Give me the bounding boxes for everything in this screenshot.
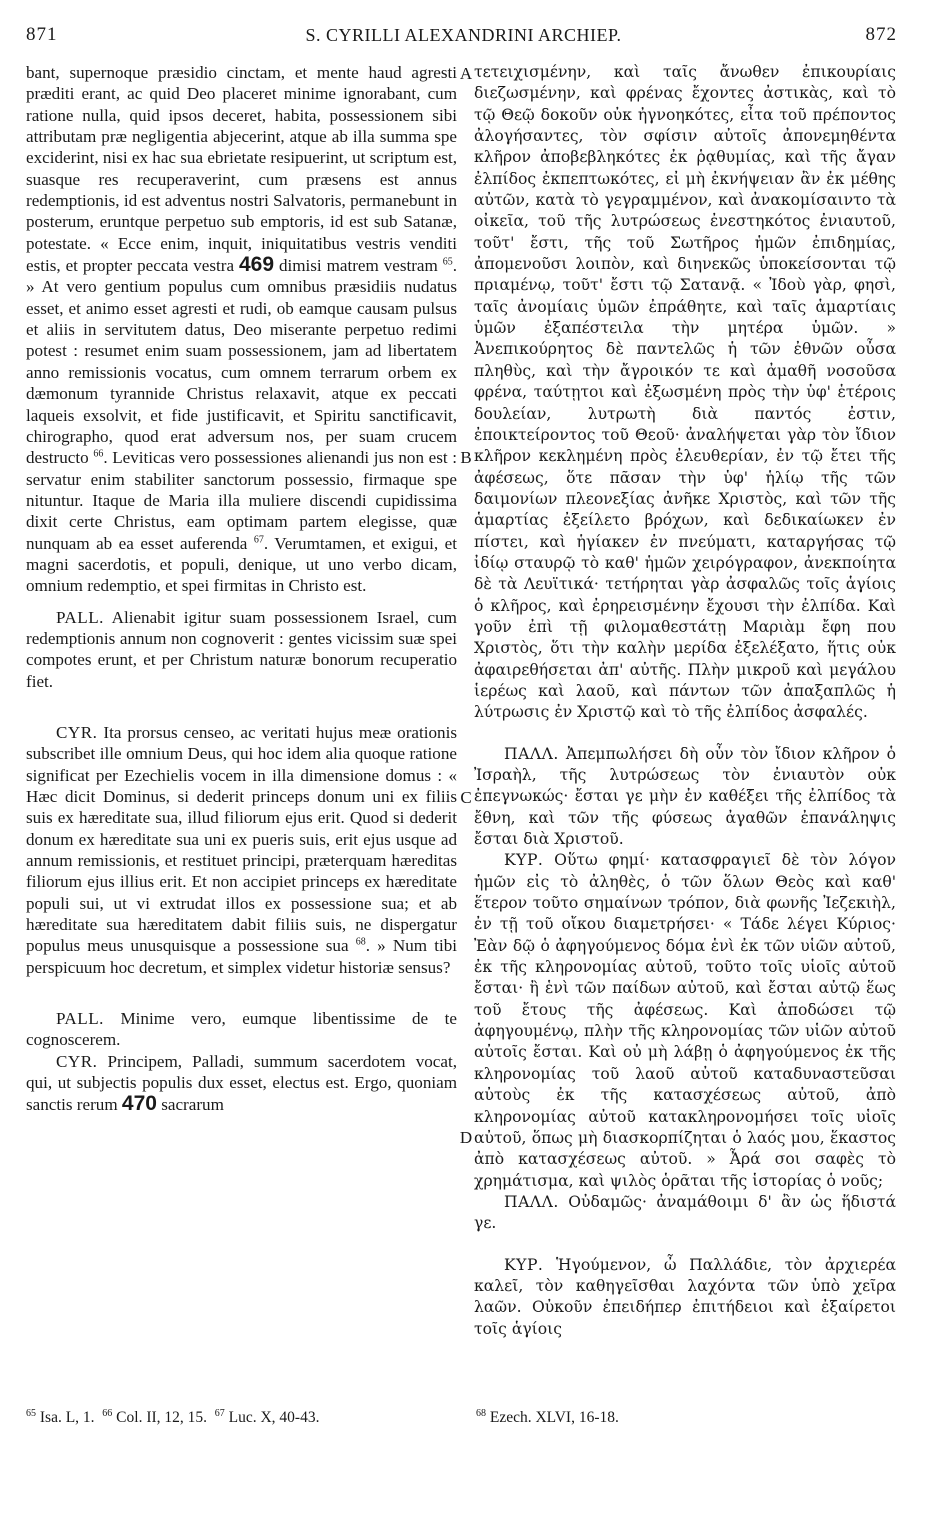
latin-paragraph: PALL. Alienabit igitur suam possessionem Israel, cum redemptionis annum non cognoverit : gentes vicissim suæ spei compotes erunt, et per Christum naturæ bonorum recuperatio fiet.: [26, 607, 457, 691]
latin-paragraph: CYR. Principem, Palladi, summum sacerdotem vocat, qui, ut subjectis populis dux esset, electus est. Ergo, quoniam sanctis rerum 470 sacrarum: [26, 1051, 457, 1116]
running-title: S. CYRILLI ALEXANDRINI ARCHIEP.: [305, 25, 622, 45]
speaker-label: ΚΥΡ.: [504, 1255, 544, 1274]
migne-page-number: 470: [121, 1092, 157, 1116]
latin-paragraph: PALL. Minime vero, eumque libentissime de te cognoscerem.: [26, 1009, 457, 1050]
speaker-label: PALL.: [56, 607, 104, 627]
greek-footnotes: $^{68}$ Ezech. XLVI, 16-18.: [476, 1408, 619, 1427]
page-number-right: 872: [865, 24, 897, 45]
greek-paragraph: τετειχισμένην, καὶ ταῖς ἄνωθεν ἐπικουρίαις διεζωσμένην, καὶ φρένας ἔχοντες ἀστικὰς, καὶ τὸ τῷ Θεῷ δοκοῦν οὐκ ἠγνοηκότες, εἶτα τοῦ πρέποντος ἀλογήσαντες, τὸν σφίσιν αὐτοῖς ἀπονεμηθέντα κλῆρον ἀποβεβληκότες ἐκ ῥᾳθυμίας, καὶ τῆς ἄγαν ἐλπίδος ἐκπεπτωκότες, εἰ μὴ ἐκνήψειαν ἂν ἐκ μέθης αὐτῶν, κατὰ τὸ γεγραμμένον, καὶ ἀνακομίσαιντο τὰ οἰκεῖα, τοῦ τῆς λυτρώσεως ἐνεστηκότος ἐνιαυτοῦ, τοῦτ' ἔστι, τῆς τοῦ Σωτῆρος ἡμῶν ἐπιδημίας, ἀπομενοῦσι λοιπὸν, καὶ διηνεκῶς ὑποκείσονται τῷ πριαμένῳ, τοῦτ' ἔστι τῷ Σατανᾷ. « Ἰδοὺ γὰρ, φησὶ, ταῖς ἀνομίαις ὑμῶν ἐπράθητε, καὶ ταῖς ἁμαρτίαις ὑμῶν ἐξαπέστειλα τὴν μητέρα ὑμῶν. » Ἀνεπικούρητος δὲ παντελῶς ἡ τῶν ἐθνῶν οὖσα πληθὺς, καὶ τὴν ἄγροικόν τε καὶ ἀμαθῆ νοσοῦσα φρένα, ταύτῃτοι καὶ ἐξωσμένη πρὸς τὴν ὑφ' ἑτέροις δουλείαν, λυτρωτὴ διὰ παντός ἐστιν, ἐποικτείροντος τοῦ Θεοῦ· ἀναλήψεται γὰρ τὸν ἴδιον κλῆρον κεκλημένη πρὸς ἐλευθερίαν, ἐν τῷ ἔτει τῆς ἀφέσεως, ὅτε πᾶσαν τὴν ὑφ' ἡλίῳ τῆς τῶν δαιμονίων πλεονεξίας ἀνῆκε Χριστὸς, καὶ τῶν τῆς ἁμαρτίας ἐξείλετο βρόχων, καὶ δεδικαίωκεν ἐν πίστει, καὶ ἡγίακεν ἐν πνεύματι, καταργήσας τῷ ἰδίῳ σταυρῷ τὸ καθ' ἡμῶν χειρόγραφον, ἀνεκποίητα δὲ τὰ Λευϊτικά· τετήρηται γὰρ ἀσφαλῶς τοῖς ἁγίοις ὁ κλῆρος, καὶ ἐρηρεισμένην ἔχουσι τὴν ἐλπίδα. Καὶ γοῦν ἐπὶ τῇ φιλομαθεστάτῃ Μαριὰμ ἔφη που Χριστὸς, ὅτι τὴν καλὴν μερίδα ἐξελέξατο, ἥτις οὐκ ἀφαιρεθήσεται ἀπ' αὐτῆς. Πλὴν μικροῦ καὶ μεγάλου ἱερέως καὶ λαοῦ, καὶ πάντων τῶν ἀπαξαπλῶς ἡ λύτρωσις ἐν Χριστῷ καὶ τὸ τῆς ἐλπίδος ἀσφαλές.: [474, 63, 896, 722]
footnote-ref: 65: [442, 256, 453, 268]
section-marker-c: C: [460, 788, 472, 807]
section-marker-d: D: [459, 1128, 473, 1147]
latin-paragraph: bant, supernoque præsidio cinctam, et mente haud agresti præditi erant, ac quid Deo placeret minime ignorabant, cum ratione nulla, quid ipsos deceret, habita, possessionem sibi attributam præ negligentia abjecerint, atque ab illa summa spe exciderint, nisi ex hac sua ebrietate resipuerint, ut scriptum est, suasque res recuperaverint, cum præsens est annus redemptionis, id est adventus nostri Salvatoris, permanebunt in posterum, eruntque perpetuo sub emptoris, id est sub Satanæ, potestate. « Ecce enim, inquit, iniquitatibus vestris venditi estis, et propter peccata vestra 469 dimisi matrem vestram $^{65}$. » At vero gentium populus cum omnibus præsidiis nudatus esset, et animo esset agresti et rudi, ob eamque causam pulsus et aliis in servitutem datus, Deo miserante perpetuo redimi potest : resumet enim suam possessionem, jam ad libertatem anno remissionis vocatus, cum omnem terrarum orbem ex dæmonum tyrannide Christus relaxavit, atque ex peccati laqueis exsolvit, et fide justificavit, et Spiritu sanctificavit, chirographo, quod erat adversum nos, per suam crucem destructo $^{66}$. Leviticas vero possessiones alienandi jus non est : servatur enim stabiliter sanctorum possessio, firmaque spe nituntur. Itaque de Maria illa muliere discendi cupidissima dixit certe Christus, eam optimam partem elegisse, quæ nunquam ab ea esset auferenda $^{67}$. Verumtamen, et exigui, et magni sacerdotis, et populi, denique, ut uno verbo dicam, omnium redemptio, et spei firmitas in Christo est.: [26, 63, 458, 596]
footnote-ref: 66: [93, 448, 104, 460]
speaker-label: CYR.: [56, 722, 98, 742]
footnote: Luc. X, 40-43.: [228, 1409, 320, 1427]
page-header: [0, 10, 927, 46]
speaker-label: PALL.: [56, 1009, 104, 1029]
footnote: Isa. L, 1.: [39, 1409, 95, 1427]
footnote: Ezech. XLVI, 16-18.: [489, 1409, 619, 1427]
latin-paragraph: CYR. Ita prorsus censeo, ac veritati hujus meæ orationis subscribet ille omnium Deus, qui hoc idem alia quoque ratione significat per Ezechielis vocem in illa dimensione domus : « Hæc dicit Dominus, si dederit princeps donum uni ex filiis suis ex hæreditate sua, illud filiorum ejus erit. Quod si dederit donum ex hæreditate sua uni ex pueris suis, erit ejus usque ad annum remissionis, et restituet principi, præterquam hæreditas filiorum ejus illius erit. Et non accipiet princeps ex hæreditate populi sui, ut vi extrudat illos ex possessione sua; et ab hæreditate sua hæreditatem dabit filiis suis, ne dispergatur populus meus unusquisque a possessione sua $^{68}$. » Num tibi perspicuum hoc decretum, et simplex videtur historiæ sensus?: [26, 722, 457, 977]
greek-column: [474, 62, 896, 1340]
speaker-label: ΚΥΡ.: [504, 851, 544, 870]
latin-column: [26, 62, 457, 1116]
section-marker-a: A: [459, 64, 473, 83]
speaker-label: ΠΑΛΛ.: [504, 744, 559, 763]
migne-page-number: 469: [238, 253, 275, 277]
greek-paragraph: ΠΑΛΛ. Ἀπεμπωλήσει δὴ οὖν τὸν ἴδιον κλῆρον ὁ Ἰσραὴλ, τῆς λυτρώσεως τὸν ἐνιαυτὸν οὐκ ἐπεγνωκώς· ἔσται γε μὴν ἐν καθέξει τῆς ἐλπίδος τὰ ἔθνη, καὶ τῶν τῆς φύσεως ἀγαθῶν ἐπανάληψις ἔσται διὰ Χριστοῦ.: [474, 744, 896, 849]
speaker-label: ΠΑΛΛ.: [504, 1192, 559, 1211]
greek-paragraph: ΚΥΡ. Ἡγούμενον, ὦ Παλλάδιε, τὸν ἀρχιερέα καλεῖ, τὸν καθηγεῖσθαι λαχόντα τῶν ὑπὸ χεῖρα λαῶν. Οὐκοῦν ἐπειδήπερ ἐπιτήδειοι καὶ ἐξαίρετοι τοῖς ἁγίοις: [474, 1255, 896, 1338]
latin-footnotes: $^{65}$ Isa. L, 1. $^{66}$ Col. II, 12, 15. $^{67}$ Luc. X, 40-43.: [26, 1408, 320, 1427]
greek-paragraph: ΠΑΛΛ. Οὐδαμῶς· ἀναμάθοιμι δ' ἂν ὡς ἥδιστά γε.: [474, 1192, 896, 1233]
footnote-ref: 67: [253, 533, 264, 545]
footnote: Col. II, 12, 15.: [116, 1409, 208, 1427]
section-marker-b: B: [460, 448, 472, 467]
footnote-ref: 68: [355, 936, 366, 948]
page-number-left: 871: [26, 24, 58, 45]
speaker-label: CYR.: [56, 1051, 98, 1071]
greek-paragraph: ΚΥΡ. Οὕτω φημί· κατασφραγιεῖ δὲ τὸν λόγον ἡμῶν εἰς τὸ ἀληθὲς, ὁ τῶν ὅλων Θεὸς καὶ καθ' ἕτερον τοῦτο σημαίνων τρόπον, διὰ φωνῆς Ἰεζεκιὴλ, ἐν τῇ τοῦ οἴκου διαμετρήσει· « Τάδε λέγει Κύριος· Ἐὰν δῷ ὁ ἀφηγούμενος δόμα ἑνὶ ἐκ τῶν υἱῶν αὐτοῦ, ἐκ τῆς κληρονομίας αὐτοῦ, τοῦτο τοῖς υἱοῖς αὐτοῦ ἔσται· ἢ ἑνὶ τῶν παίδων αὐτοῦ, καὶ ἔσται αὐτῷ ἕως τοῦ ἔτους τῆς ἀφέσεως. Καὶ ἀποδώσει τῷ ἀφηγουμένῳ, πλὴν τῆς κληρονομίας τῶν υἱῶν αὐτοῦ αὐτοῖς ἔσται. Καὶ οὐ μὴ λάβῃ ὁ ἀφηγούμενος ἐκ τῆς κληρονομίας τοῦ λαοῦ αὐτοῦ καταδυναστεῦσαι αὐτοὺς ἐκ τῆς κατασχέσεως αὐτοῦ, ἀπὸ κληρονομίας αὐτοῦ κατακληρονομήσει τοῖς υἱοῖς αὐτοῦ, ὅπως μὴ διασκορπίζηται ὁ λαός μου, ἕκαστος ἀπὸ κατασχέσεως αὐτοῦ. » Ἆρά σοι σαφὲς τὸ χρημάτισμα, καὶ ψιλὸς ὁρᾶται τῆς ἱστορίας ὁ νοῦς;: [474, 851, 896, 1190]
